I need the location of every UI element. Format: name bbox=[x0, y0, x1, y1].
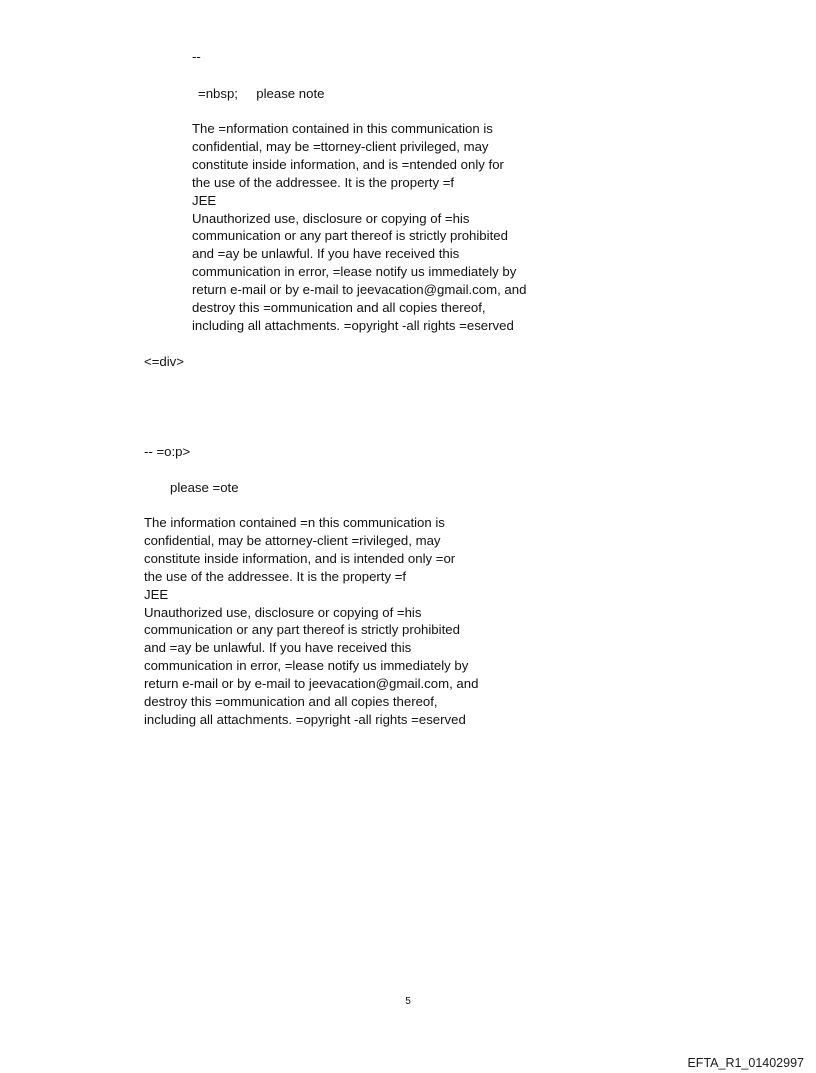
bottom-dash-line: -- =o:p> bbox=[144, 444, 191, 459]
disclaimer-line: communication or any part thereof is strictly prohibited bbox=[192, 228, 508, 244]
disclaimer-line: confidential, may be =ttorney-client privileged, may bbox=[192, 138, 489, 154]
disclaimer-line: confidential, may be attorney-client =rivileged, may bbox=[144, 532, 441, 548]
disclaimer-line: communication in error, =lease notify us immediately by bbox=[144, 658, 469, 674]
div-tag-line: <=div> bbox=[144, 354, 184, 369]
disclaimer-line: return e-mail or by e-mail to jeevacation@gmail.com, and bbox=[192, 282, 527, 298]
top-note-line: =nbsp; please note bbox=[198, 86, 325, 101]
disclaimer-line: the use of the addressee. It is the property =f bbox=[192, 174, 455, 190]
bottom-disclaimer-block bbox=[144, 514, 478, 729]
disclaimer-line: constitute inside information, and is =ntended only for bbox=[192, 156, 504, 172]
disclaimer-line: including all attachments. =opyright -all rights =eserved bbox=[144, 711, 466, 727]
disclaimer-line: communication in error, =lease notify us immediately by bbox=[192, 264, 517, 280]
top-dash-line: -- bbox=[192, 49, 201, 64]
disclaimer-line: Unauthorized use, disclosure or copying of =his bbox=[144, 604, 422, 620]
disclaimer-line: JEE bbox=[192, 192, 217, 208]
disclaimer-line: communication or any part thereof is strictly prohibited bbox=[144, 622, 460, 638]
disclaimer-line: return e-mail or by e-mail to jeevacation@gmail.com, and bbox=[144, 676, 479, 692]
disclaimer-line: and =ay be unlawful. If you have received this bbox=[144, 640, 412, 656]
disclaimer-line: The =nformation contained in this communication is bbox=[192, 121, 493, 136]
disclaimer-line: destroy this =ommunication and all copies thereof, bbox=[192, 300, 486, 316]
disclaimer-line: constitute inside information, and is intended only =or bbox=[144, 550, 456, 566]
bates-number: EFTA_R1_01402997 bbox=[687, 1056, 804, 1070]
disclaimer-line: Unauthorized use, disclosure or copying of =his bbox=[192, 210, 470, 226]
disclaimer-line: JEE bbox=[144, 586, 169, 602]
disclaimer-line: including all attachments. =opyright -all rights =eserved bbox=[192, 317, 514, 333]
disclaimer-line: destroy this =ommunication and all copies thereof, bbox=[144, 694, 438, 710]
page-number: 5 bbox=[405, 996, 411, 1007]
top-disclaimer-block bbox=[192, 120, 526, 335]
bottom-note-line: please =ote bbox=[170, 480, 239, 495]
disclaimer-line: The information contained =n this communication is bbox=[144, 515, 445, 530]
disclaimer-line: and =ay be unlawful. If you have received this bbox=[192, 246, 460, 262]
disclaimer-line: the use of the addressee. It is the property =f bbox=[144, 568, 407, 584]
